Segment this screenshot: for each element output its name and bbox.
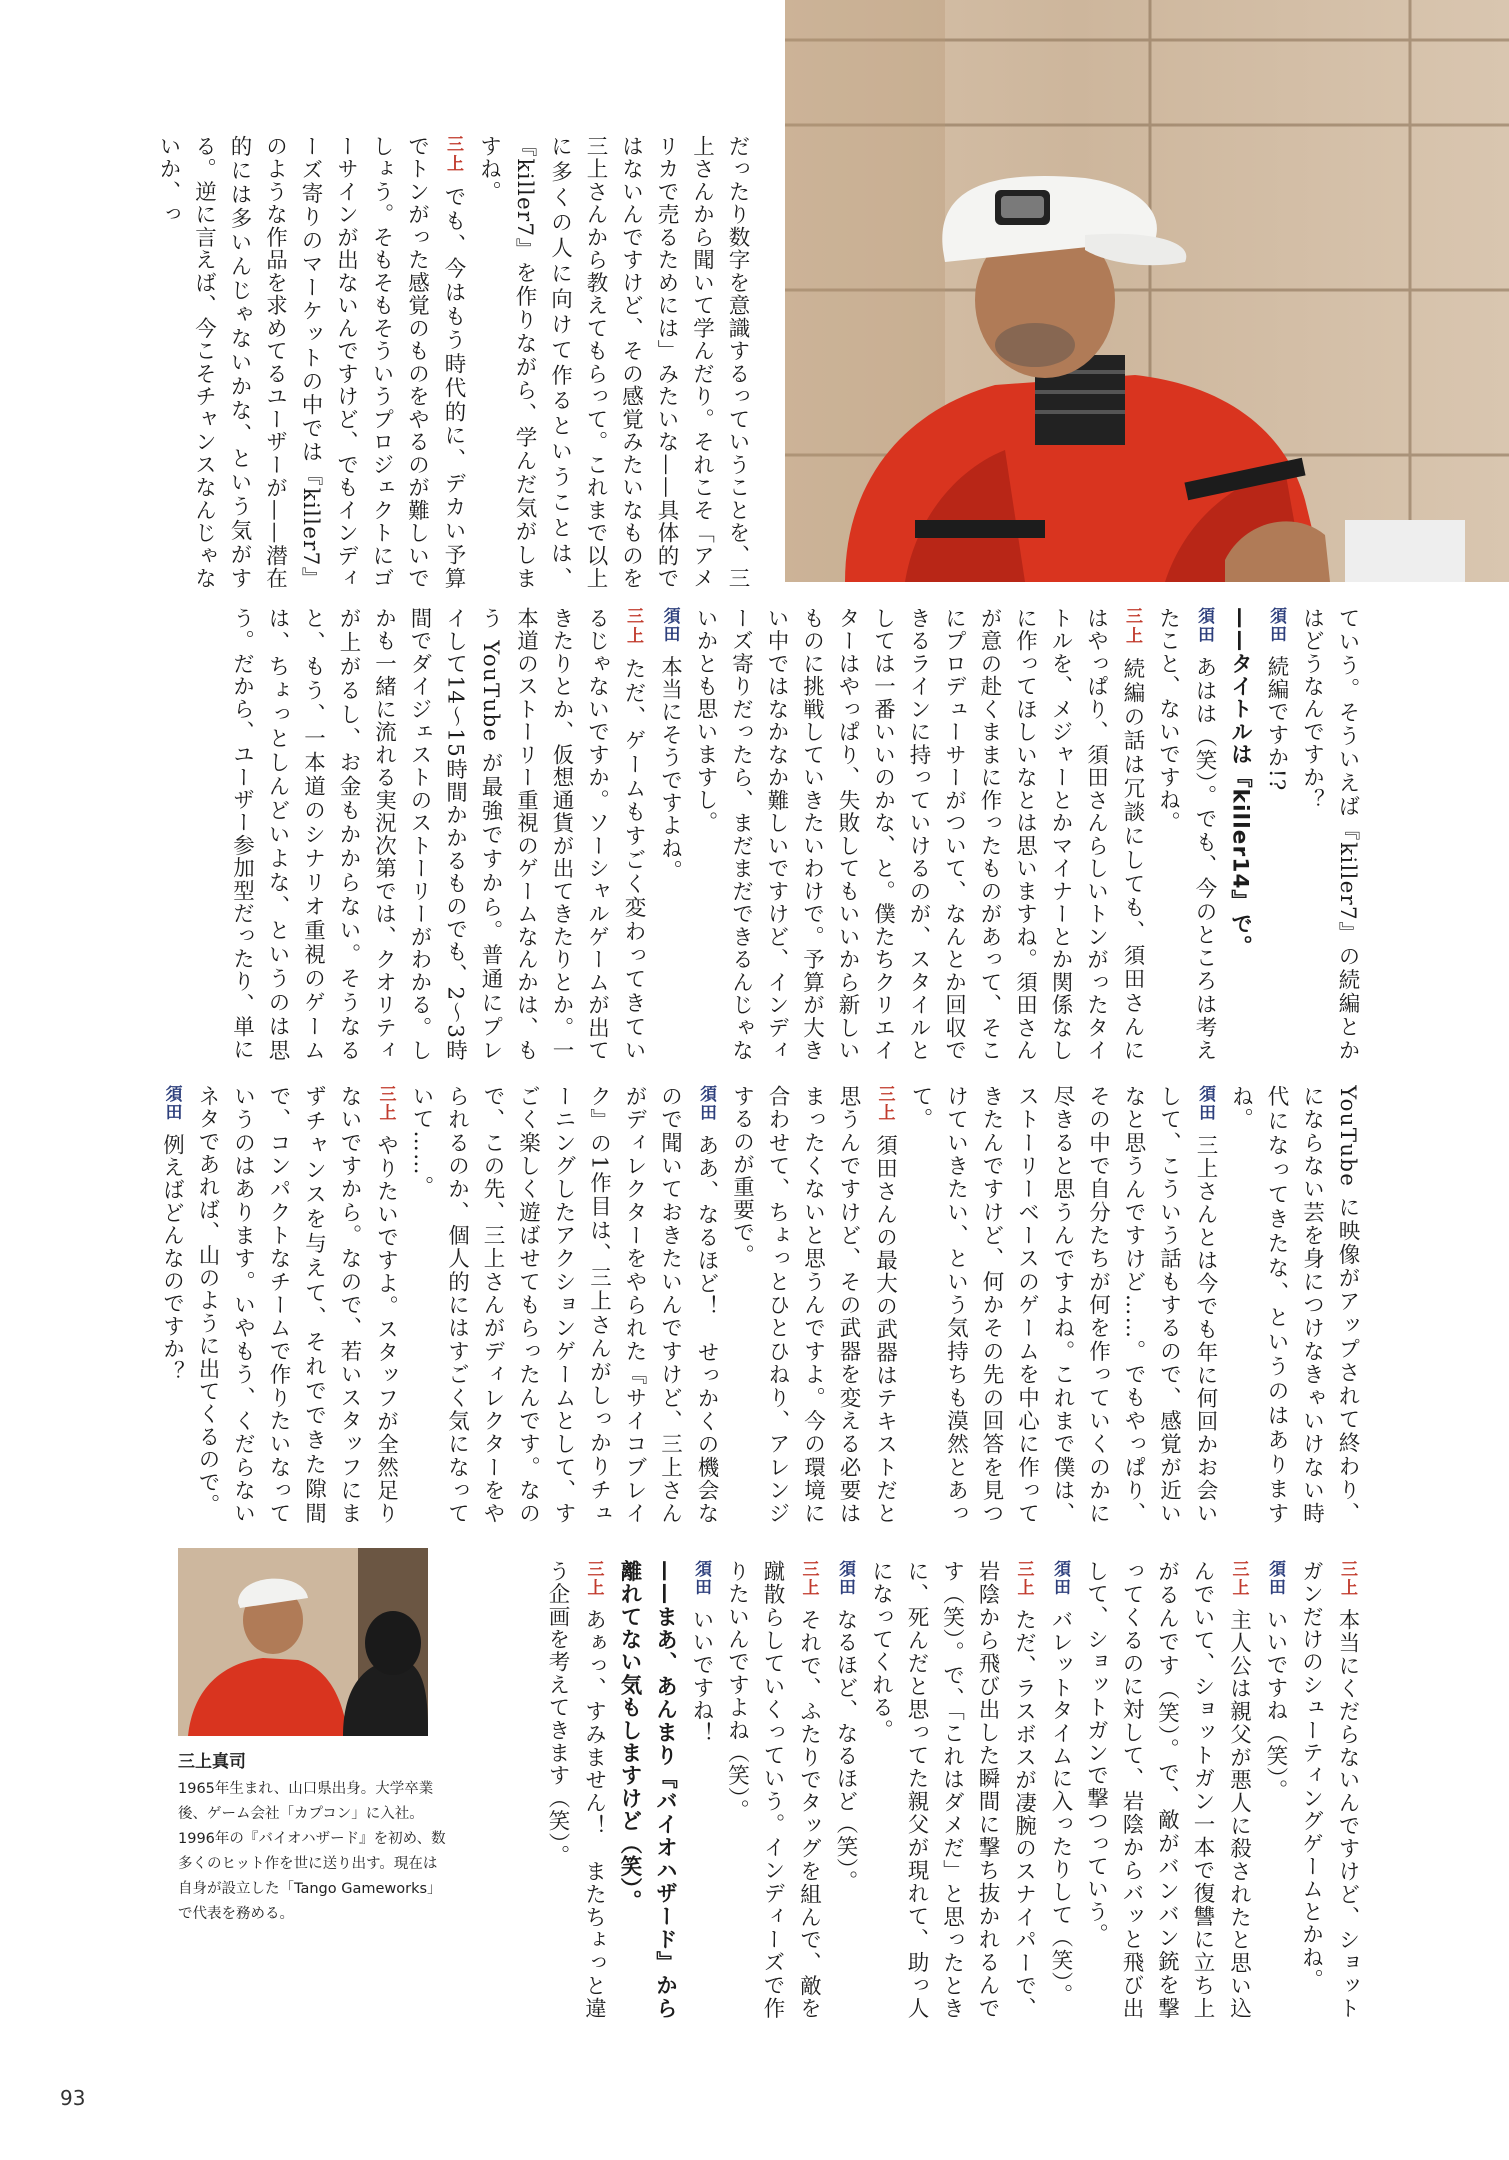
speaker-mikami: 三上 [1013,1560,1034,1597]
profile-caption [178,1750,446,1927]
paragraph: 三上さんとは今でも年に何回かお会いして、こういう話もするので、感覚が近いなと思うんですけど……。でもやっぱり、その中で自分たちが何を作っていくのかに尽きると思うんですよね。これまで僕は、ストーリーベースのゲームを中心に作ってきたんですけど、何かその先の回答を見つけていきたい、という気持ちも漠然とあって。 [908,1085,1218,1525]
upper-left-text-column [155,135,755,590]
paragraph: ああ、なるほど！ せっかくの機会なので聞いておきたいんですけど、三上さんがディレクターをやられた『サイコブレイク』の1作目は、三上さんがしっかりチューニングしたアクションゲームとして、すごく楽しく遊ばせてもらったんです。なので、この先、三上さんがディレクターをやられるのか、個人的にはすごく気になっていて……。 [409,1085,719,1525]
paragraph: YouTube に映像がアップされて終わり、にならない芸を身につけなきゃいけない時代になってきたな、というのはありますね。 [1228,1085,1360,1525]
speaker-mikami: 三上 [375,1085,396,1123]
paragraph: あぁっ、すみません！ またちょっと違う企画を考えてきます（笑）。 [545,1560,607,2020]
page-number: 93 [60,2086,86,2110]
speaker-suda: 須田 [835,1560,855,1597]
paragraph: それで、ふたりでタッグを組んで、敵を蹴散らしていくっていう。インディーズで作りたいんですよね（笑）。 [724,1560,822,2020]
speaker-suda: 須田 [1266,607,1286,644]
paragraph: いいですね！ [689,1608,714,1745]
speaker-mikami: 三上 [1337,1560,1357,1597]
speaker-suda: 須田 [696,1085,716,1123]
speaker-suda: 須田 [1050,1560,1070,1597]
paragraph: だったり数字を意識するっていうことを、三上さんから聞いて学んだり。それこそ「アメリカで売るためには」みたいな——具体的ではないんですけど、その感覚みたいなものを三上さんから教えてもらって。これまで以上に多くの人に向けて作るということは、『killer7』を作りながら、学んだ気がしますね。 [476,135,750,590]
speaker-suda: 須田 [1265,1560,1285,1597]
speaker-mikami: 三上 [1228,1560,1249,1597]
speaker-mikami: 三上 [1122,607,1142,646]
paragraph: 続編の話は冗談にしても、須田さんにはやっぱり、須田さんらしいトンがったタイトルを、メジャーとかマイナーとか関係なしに作ってほしいなとは思いますね。須田さんが意の赴くままに作ったものがあって、そこにプロデューサーがついて、なんとか回収できるラインに持っていけるのが、スタイルとしては一番いいのかな、と。僕たちクリエイターはやっぱり、失敗してもいいから新しいものに挑戦していきたいわけで。予算が大きい中ではなかなか難しいですけど、インディーズ寄りだったら、まだまだできるんじゃないかとも思いますし。 [693,607,1145,1062]
speaker-suda: 須田 [691,1560,711,1597]
interviewer-question: ——まあ、あんまり『バイオハザード』から離れてない気もしますけど（笑）。 [617,1560,678,2020]
profile-name: 三上真司 [178,1752,246,1772]
speaker-mikami: 三上 [443,135,463,174]
paragraph: 主人公は親父が悪人に殺されたと思い込んでいて、ショットガン一本で復讐に立ち上がるんです（笑）。で、敵がバンバン銃を撃ってくるのに対して、岩陰からバッと飛び出して、ショットガンで撃つっていう。 [1083,1560,1252,2020]
speaker-mikami: 三上 [623,607,643,646]
main-photo [785,0,1509,582]
profile-text: 1965年生まれ、山口県出身。大学卒業後、ゲーム会社「カプコン」に入社。1996年の『バイオハザード』を初め、数多くのヒット作を世に送り出す。現在は自身が設立した「Tango Gameworks」で代表を務める。 [178,1781,446,1922]
paragraph: いいですね（笑）。 [1263,1608,1288,1802]
middle-text-column [155,1085,1365,1525]
speaker-mikami: 三上 [874,1085,895,1123]
speaker-suda: 須田 [1195,1085,1215,1123]
speaker-mikami: 三上 [798,1560,819,1597]
profile-photo [178,1548,428,1736]
speaker-suda: 須田 [659,607,680,644]
paragraph: でも、今はもう時代的に、デカい予算でトンがった感覚のものをやるのが難しいでしょう。そもそもそういうプロジェクトにゴーサインが出ないんですけど、でもインディーズ寄りのマーケットの中では『killer7』のような作品を求めてるユーザーが——潜在的には多いんじゃないかな、という気がする。逆に言えば、今こそチャンスなんじゃないか、っ [156,135,466,590]
lower-text-column [480,1560,1365,2020]
paragraph: ただ、ラスボスが凄腕のスナイパーで、岩陰から飛び出した瞬間に撃ち抜かれるんです（笑）。で、「これはダメだ」と思ったときに、死んだと思ってた親父が現れて、助っ人になってくれる。 [868,1560,1037,2020]
interviewer-question: ——タイトルは『killer14』で。 [1227,607,1253,958]
paragraph: なるほど、なるほど（笑）。 [833,1608,858,1893]
paragraph: 本当にそうですよね。 [657,655,683,883]
paragraph: 本当にくだらないんですけど、ショットガンだけのシューティングゲームとかね。 [1298,1560,1360,2020]
paragraph: ていう。そういえば『killer7』の続編とかはどうなんですか？ [1299,607,1360,1062]
paragraph: あはは（笑）。でも、今のところは考えたこと、ないですね。 [1155,607,1217,1062]
paragraph: 続編ですか!? [1264,655,1289,792]
paragraph: やりたいですよ。スタッフが全然足りないですから。なので、若いスタッフにまずチャンスを与えて、それでできた隙間で、コンパクトなチームで作りたいなっていうのはあります。いやもう、くだらないネタであれば、山のように出てくるので。 [195,1085,399,1525]
speaker-suda: 須田 [1194,607,1214,645]
paragraph: バレットタイムに入ったりして（笑）。 [1048,1608,1073,2007]
paragraph: ただ、ゲームもすごく変わってきているじゃないですか。ソーシャルゲームが出てきたりとか、仮想通貨が出てきたりとか。一本道のストーリー重視のゲームなんかは、もう YouTube が最強ですから。普通にプレイして14～15時間かかるものでも、2～3時間でダイジェストのストーリーがわかる。しかも一緒に流れる実況次第では、クオリティが上がるし、お金もかからない。そうなると、もう、一本道のシナリオ重視のゲームは、ちょっとしんどいよな、というのは思う。だから、ユーザー参加型だったり、単に [229,607,646,1062]
profile-photo-illustration [178,1548,428,1736]
paragraph: 例えばどんなのですか？ [159,1133,185,1384]
paragraph: 須田さんの最大の武器はテキストだと思うんですけど、その武器を変える必要はまったくないと思うんですよ。今の環境に合わせて、ちょっとひとひねり、アレンジするのが重要で。 [729,1085,898,1525]
main-photo-illustration [785,0,1509,582]
upper-right-text-column [155,607,1365,1062]
speaker-suda: 須田 [161,1085,182,1122]
speaker-mikami: 三上 [583,1560,604,1597]
